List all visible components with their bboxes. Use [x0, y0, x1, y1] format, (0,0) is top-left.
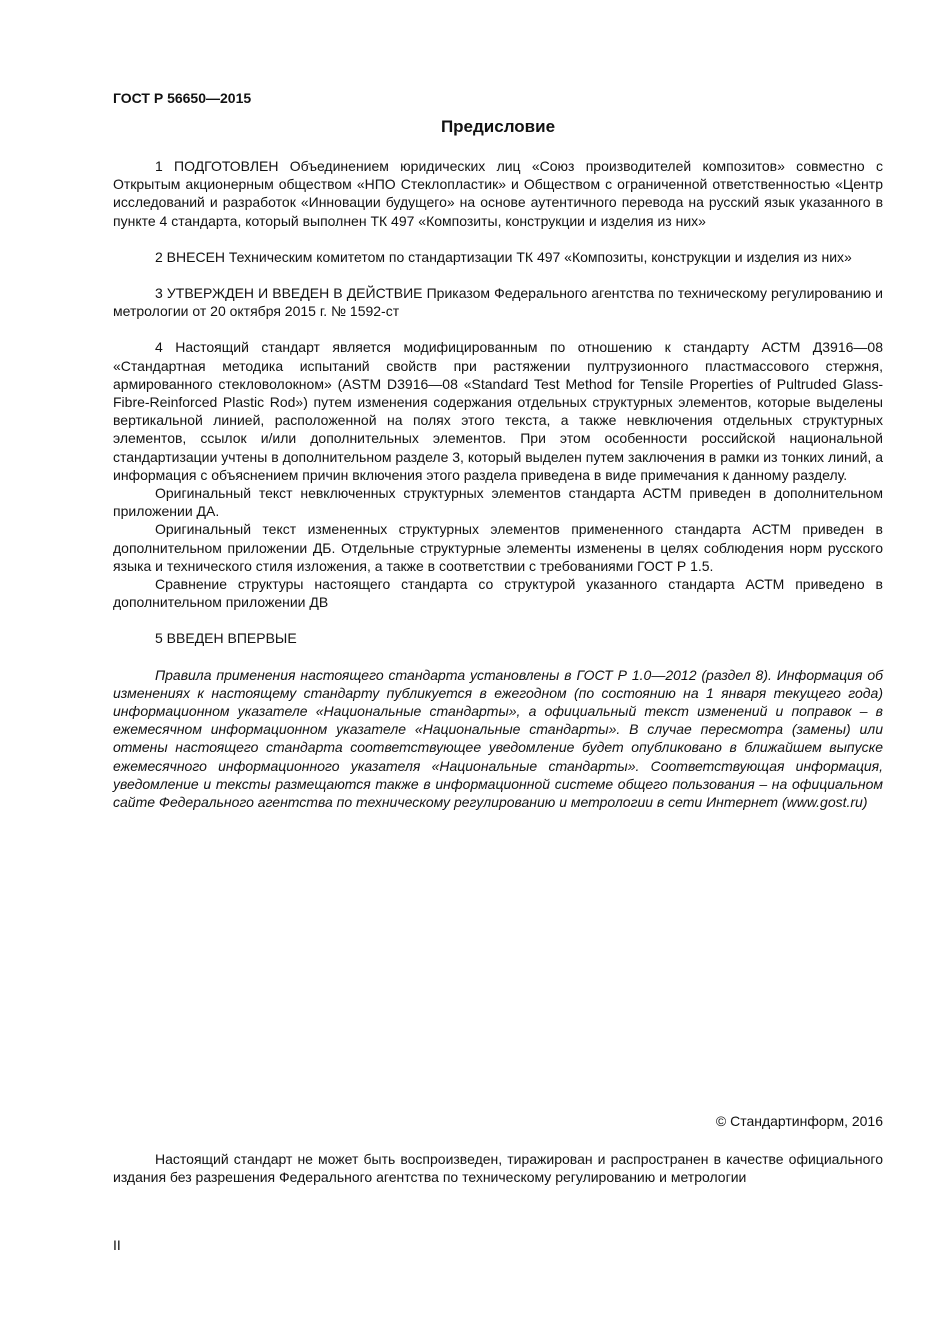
paragraph-approved: 3 УТВЕРЖДЕН И ВВЕДЕН В ДЕЙСТВИЕ Приказом Федерального агентства по техническому регулированию и метрологии от 20 октября 2015 г. № 1592-ст [113, 285, 883, 320]
page-title: Предисловие [440, 117, 556, 136]
paragraph-first-introduced: 5 ВВЕДЕН ВПЕРВЫЕ [155, 630, 297, 647]
reproduction-notice [113, 1150, 883, 1186]
paragraph-introduced: 2 ВНЕСЕН Техническим комитетом по стандартизации ТК 497 «Композиты, конструкции и изделия из них» [155, 248, 852, 265]
paragraph-rules-of-application: Правила применения настоящего стандарта установлены в ГОСТ Р 1.0—2012 (раздел 8). Информация об изменениях к настоящему стандарту публикуется в ежегодном (по состоянию на 1 января текущего года) информационном указателе «Национальные стандарты», а официальный текст изменений и поправок – в ежемесячном информационном указателе «Национальные стандарты». В случае пересмотра (замены) или отмены настоящего стандарта соответствующее уведомление будет опубликовано в ближайшем выпуске ежемесячного информационного указателя «Национальные стандарты». Соответствующая информация, уведомление и тексты размещаются также в информационной системе общего пользования – на официальном сайте Федерального агентства по техническому регулированию и метрологии в сети Интернет (www.gost.ru) [113, 666, 883, 811]
paragraph-annex-da: Оригинальный текст невключенных структурных элементов стандарта АСТМ приведен в дополнительном приложении ДА. [113, 485, 883, 520]
document-code: ГОСТ Р 56650—2015 [113, 90, 252, 106]
paragraph-prepared: 1 ПОДГОТОВЛЕН Объединением юридических лиц «Союз производителей композитов» совместно с Открытым акционерным обществом «НПО Стеклопластик» и Обществом с ограниченной ответственностью «Центр исследований и разработок «Инновации будущего» на основе аутентичного перевода на русский язык указанного в пункте 4 стандарта, который выполнен ТК 497 «Композиты, конструкции и изделия из них» [113, 158, 883, 229]
paragraph-annex-dv: Сравнение структуры настоящего стандарта со структурой указанного стандарта АСТМ приведено в дополнительном приложении ДВ [113, 576, 883, 611]
foreword-body [113, 157, 883, 811]
copyright-line: © Стандартинформ, 2016 [715, 1113, 883, 1129]
page-number: II [113, 1237, 121, 1253]
paragraph-annex-db: Оригинальный текст измененных структурных элементов примененного стандарта АСТМ приведен в дополнительном приложении ДБ. Отдельные структурные элементы изменены в целях соблюдения норм русского языка и технического стиля изложения, а также в соответствии с требованиями ГОСТ Р 1.5. [113, 521, 883, 574]
paragraph-modification: 4 Настоящий стандарт является модифицированным по отношению к стандарту АСТМ Д3916—08 «Стандартная методика испытаний свойств при растяжении пултрузионного пластмассового стержня, армированного стекловолокном» (ASTM D3916—08 «Standard Test Method for Tensile Properties of Pultruded Glass-Fibre-Reinforced Plastic Rod») путем изменения содержания отдельных структурных элементов, которые выделены вертикальной линией, расположенной на полях этого текста, а также невключения отдельных структурных элементов, ссылок и/или дополнительных элементов. При этом особенности российской национальной стандартизации учтены в дополнительном разделе 3, который выделен путем заключения в рамки из тонких линий, а информация с объяснением причин включения этого раздела приведена в виде примечания к данному разделу. [113, 339, 883, 483]
notice-text: Настоящий стандарт не может быть воспроизведен, тиражирован и распространен в качестве официального издания без разрешения Федерального агентства по техническому регулированию и метрологии [113, 1151, 883, 1186]
